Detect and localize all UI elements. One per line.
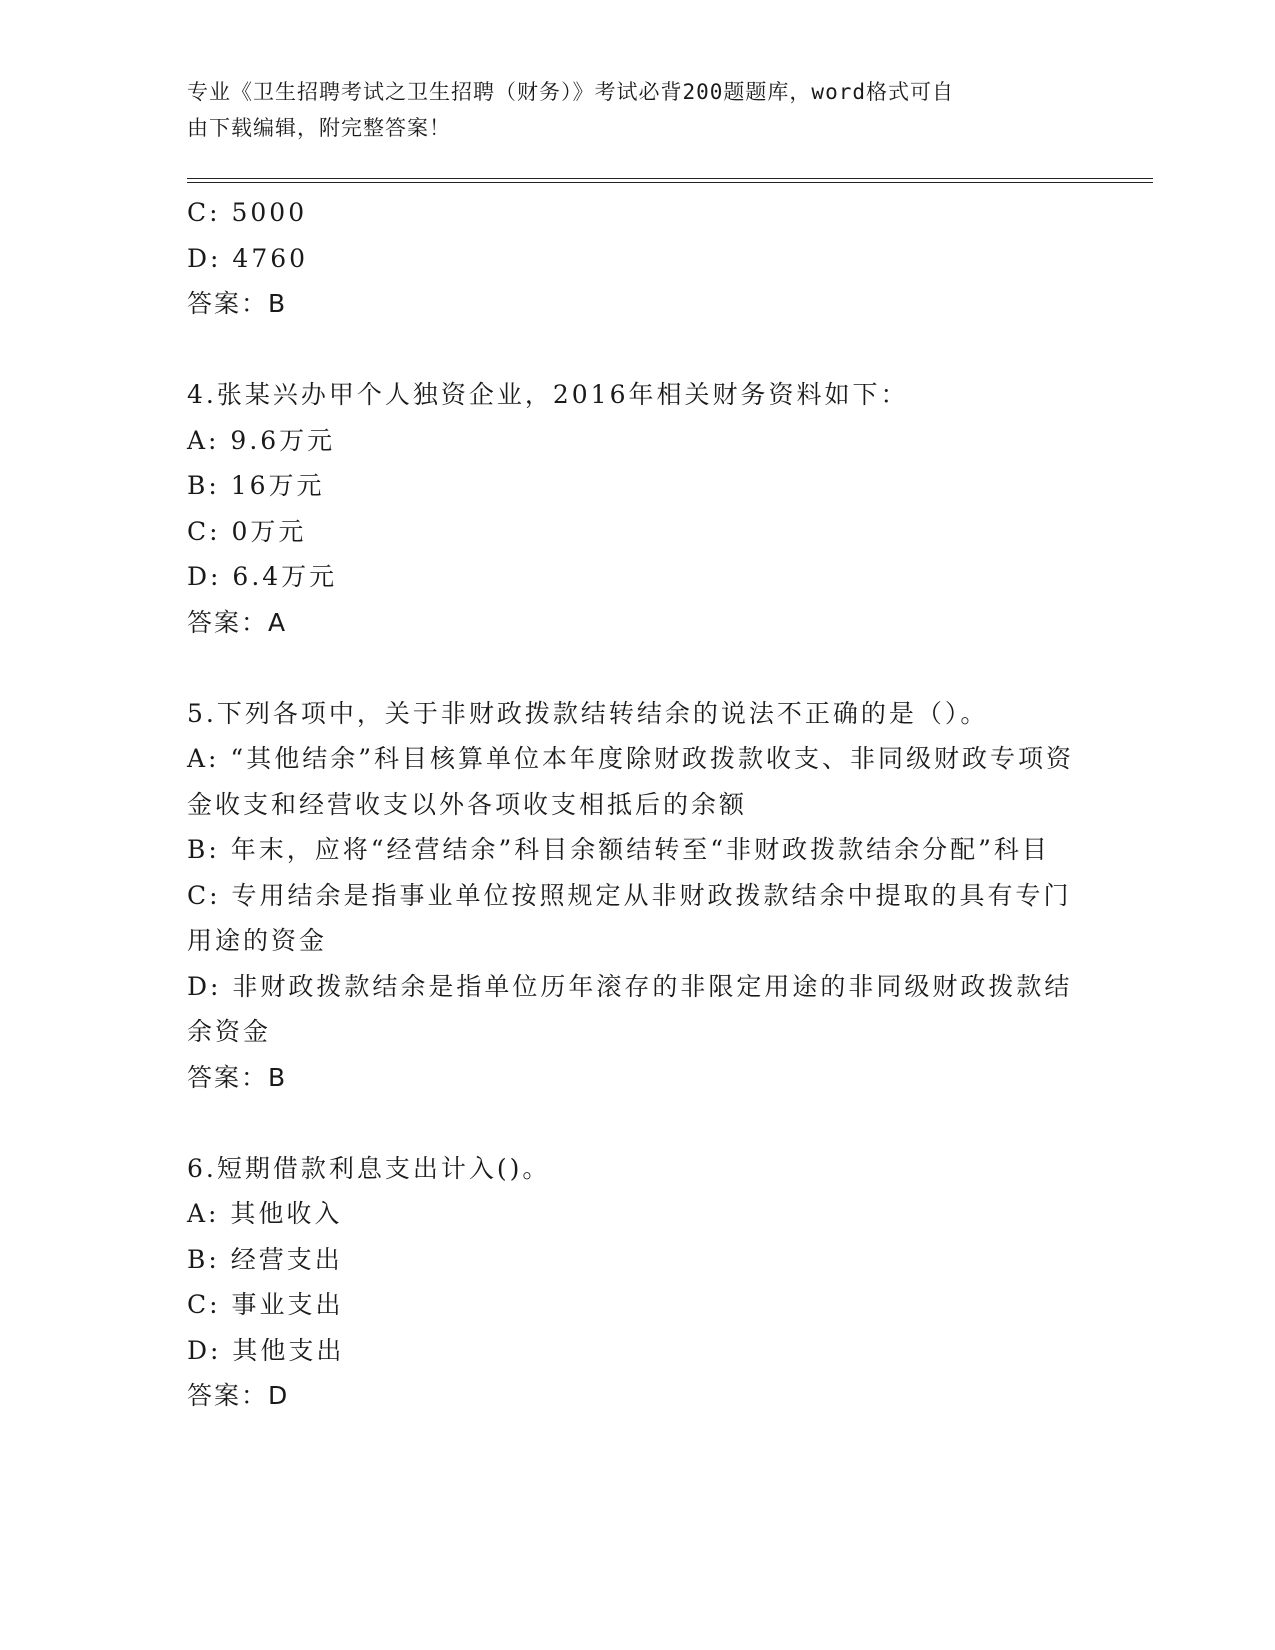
header-line-1: 专业《卫生招聘考试之卫生招聘（财务）》考试必背200题题库，word格式可自 xyxy=(187,80,954,104)
spacer xyxy=(187,645,1087,691)
answer: 答案：D xyxy=(187,1381,290,1410)
option-b: B: 年末，应将“经营结余”科目余额结转至“非财政拨款结余分配”科目 xyxy=(187,835,1050,864)
option-a: A: 9.6万元 xyxy=(187,425,336,455)
option-b: B: 16万元 xyxy=(187,471,325,500)
option-c: C: 事业支出 xyxy=(187,1290,344,1319)
header-divider-top xyxy=(187,178,1153,179)
option-d: D: 其他支出 xyxy=(187,1335,345,1365)
spacer xyxy=(187,1100,1087,1146)
question-stem: 6.短期借款利息支出计入()。 xyxy=(187,1153,551,1183)
document-header xyxy=(187,74,1067,146)
answer: 答案：A xyxy=(187,607,288,637)
option-c: C: 5000 xyxy=(187,198,308,227)
option-c: C: 专用结余是指事业单位按照规定从非财政拨款结余中提取的具有专门用途的资金 xyxy=(187,880,1072,955)
answer: 答案：B xyxy=(187,289,288,318)
option-d: D: 非财政拨款结余是指单位历年滚存的非限定用途的非同级财政拨款结余资金 xyxy=(187,971,1073,1046)
option-c: C: 0万元 xyxy=(187,516,307,546)
option-b: B: 经营支出 xyxy=(187,1244,343,1274)
spacer xyxy=(187,327,1087,373)
answer: 答案：B xyxy=(187,1062,288,1092)
question-list xyxy=(187,190,1087,1419)
header-divider-bottom xyxy=(187,182,1153,183)
option-d: D: 4760 xyxy=(187,243,309,273)
option-a: A: 其他收入 xyxy=(187,1199,343,1228)
question-stem: 5.下列各项中，关于非财政拨款结转结余的说法不正确的是（）。 xyxy=(187,698,989,728)
option-d: D: 6.4万元 xyxy=(187,562,338,591)
question-stem: 4.张某兴办甲个人独资企业，2016年相关财务资料如下： xyxy=(187,380,909,409)
option-a: A: “其他结余”科目核算单位本年度除财政拨款收支、非同级财政专项资金收支和经营收支以外各项收支相抵后的余额 xyxy=(187,744,1074,819)
header-line-2: 由下载编辑，附完整答案！ xyxy=(187,116,451,140)
